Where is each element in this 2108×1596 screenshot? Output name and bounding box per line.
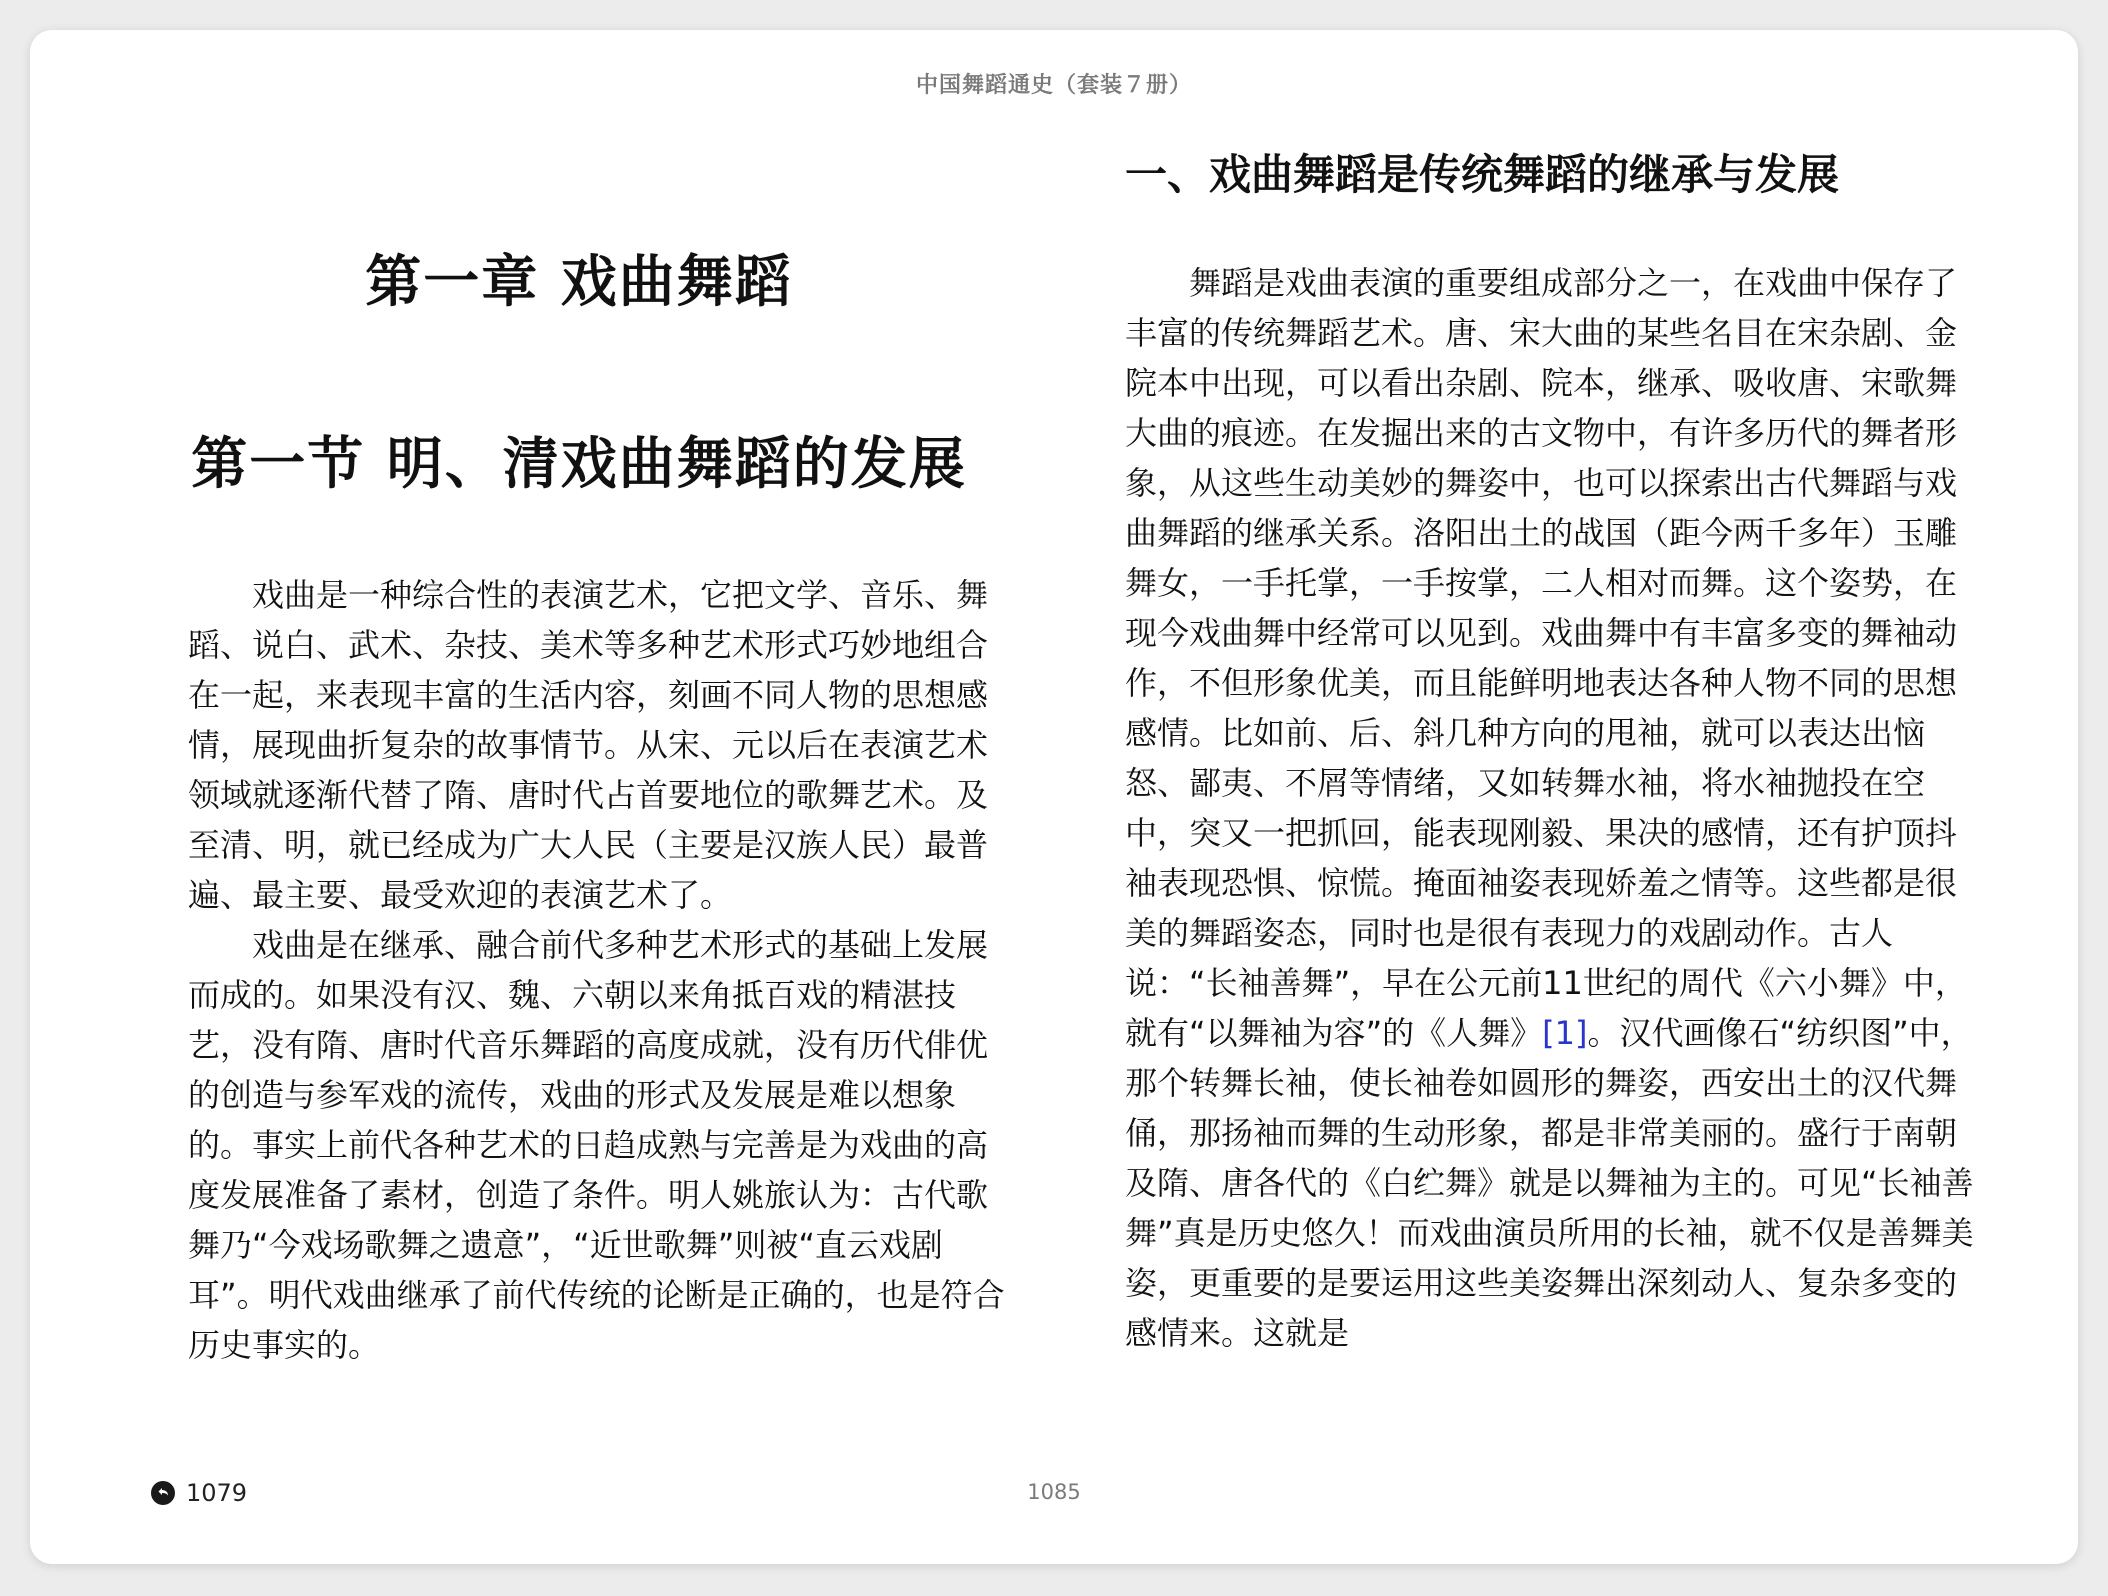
right-page-body <box>1125 258 1975 1358</box>
book-title: 中国舞蹈通史（套装７册） <box>915 73 1192 98</box>
paragraph <box>1125 258 1975 1358</box>
paragraph: 戏曲是一种综合性的表演艺术，它把文学、音乐、舞蹈、说白、武术、杂技、美术等多种艺术形式巧妙地组合在一起，来表现丰富的生活内容，刻画不同人物的思想感情，展现曲折复杂的故事情节。从宋、元以后在表演艺术领域就逐渐代替了隋、唐时代占首要地位的歌舞艺术。及至清、明，就已经成为广大人民（主要是汉族人民）最普遍、最主要、最受欢迎的表演艺术了。 <box>188 576 989 914</box>
paragraph: 戏曲是在继承、融合前代多种艺术形式的基础上发展而成的。如果没有汉、魏、六朝以来角抵百戏的精湛技艺，没有隋、唐时代音乐舞蹈的高度成就，没有历代俳优的创造与参军戏的流传，戏曲的形式及发展是难以想象的。事实上前代各种艺术的日趋成熟与完善是为戏曲的高度发展准备了素材，创造了条件。明人姚旅认为：古代歌舞乃“今戏场歌舞之遗意”，“近世歌舞”则被“直云戏剧耳”。明代戏曲继承了前代传统的论断是正确的，也是符合历史事实的。 <box>188 926 1005 1364</box>
reader-window <box>30 30 2078 1564</box>
back-page-number: 1079 <box>186 1479 248 1507</box>
paragraph-text: 。汉代画像石“纺织图”中，那个转舞长袖，使长袖卷如圆形的舞姿，西安出土的汉代舞俑，那扬袖而舞的生动形象，都是非常美丽的。盛行于南朝及隋、唐各代的《白纻舞》就是以舞袖为主的。可见“长袖善舞”真是历史悠久！而戏曲演员所用的长袖，就不仅是善舞美姿，更重要的是要运用这些美姿舞出深刻动人、复杂多变的感情来。这就是 <box>1125 1014 1974 1352</box>
subsection-heading: 一、戏曲舞蹈是传统舞蹈的继承与发展 <box>1125 150 1840 199</box>
section-title: 第一节 明、清戏曲舞蹈的发展 <box>191 432 967 497</box>
page-number: 1085 <box>1027 1480 1081 1504</box>
chapter-title: 第一章 戏曲舞蹈 <box>365 250 793 315</box>
left-page-body <box>188 570 1008 1370</box>
footnote-link[interactable]: [1] <box>1542 1014 1588 1052</box>
paragraph-text: 舞蹈是戏曲表演的重要组成部分之一，在戏曲中保存了丰富的传统舞蹈艺术。唐、宋大曲的某些名目在宋杂剧、金院本中出现，可以看出杂剧、院本，继承、吸收唐、宋歌舞大曲的痕迹。在发掘出来的古文物中，有许多历代的舞者形象，从这些生动美妙的舞姿中，也可以探索出古代舞蹈与戏曲舞蹈的继承关系。洛阳出土的战国（距今两千多年）玉雕舞女，一手托掌，一手按掌，二人相对而舞。这个姿势，在现今戏曲舞中经常可以见到。戏曲舞中有丰富多变的舞袖动作，不但形象优美，而且能鲜明地表达各种人物不同的思想感情。比如前、后、斜几种方向的甩袖，就可以表达出恼怒、鄙夷、不屑等情绪，又如转舞水袖，将水袖抛投在空中，突又一把抓回，能表现刚毅、果决的感情，还有护顶抖袖表现恐惧、惊慌。掩面袖姿表现娇羞之情等。这些都是很美的舞蹈姿态，同时也是很有表现力的戏剧动作。古人说：“长袖善舞”，早在公元前11世纪的周代《六小舞》中，就有“以舞袖为容”的《人舞》 <box>1125 264 1967 1052</box>
